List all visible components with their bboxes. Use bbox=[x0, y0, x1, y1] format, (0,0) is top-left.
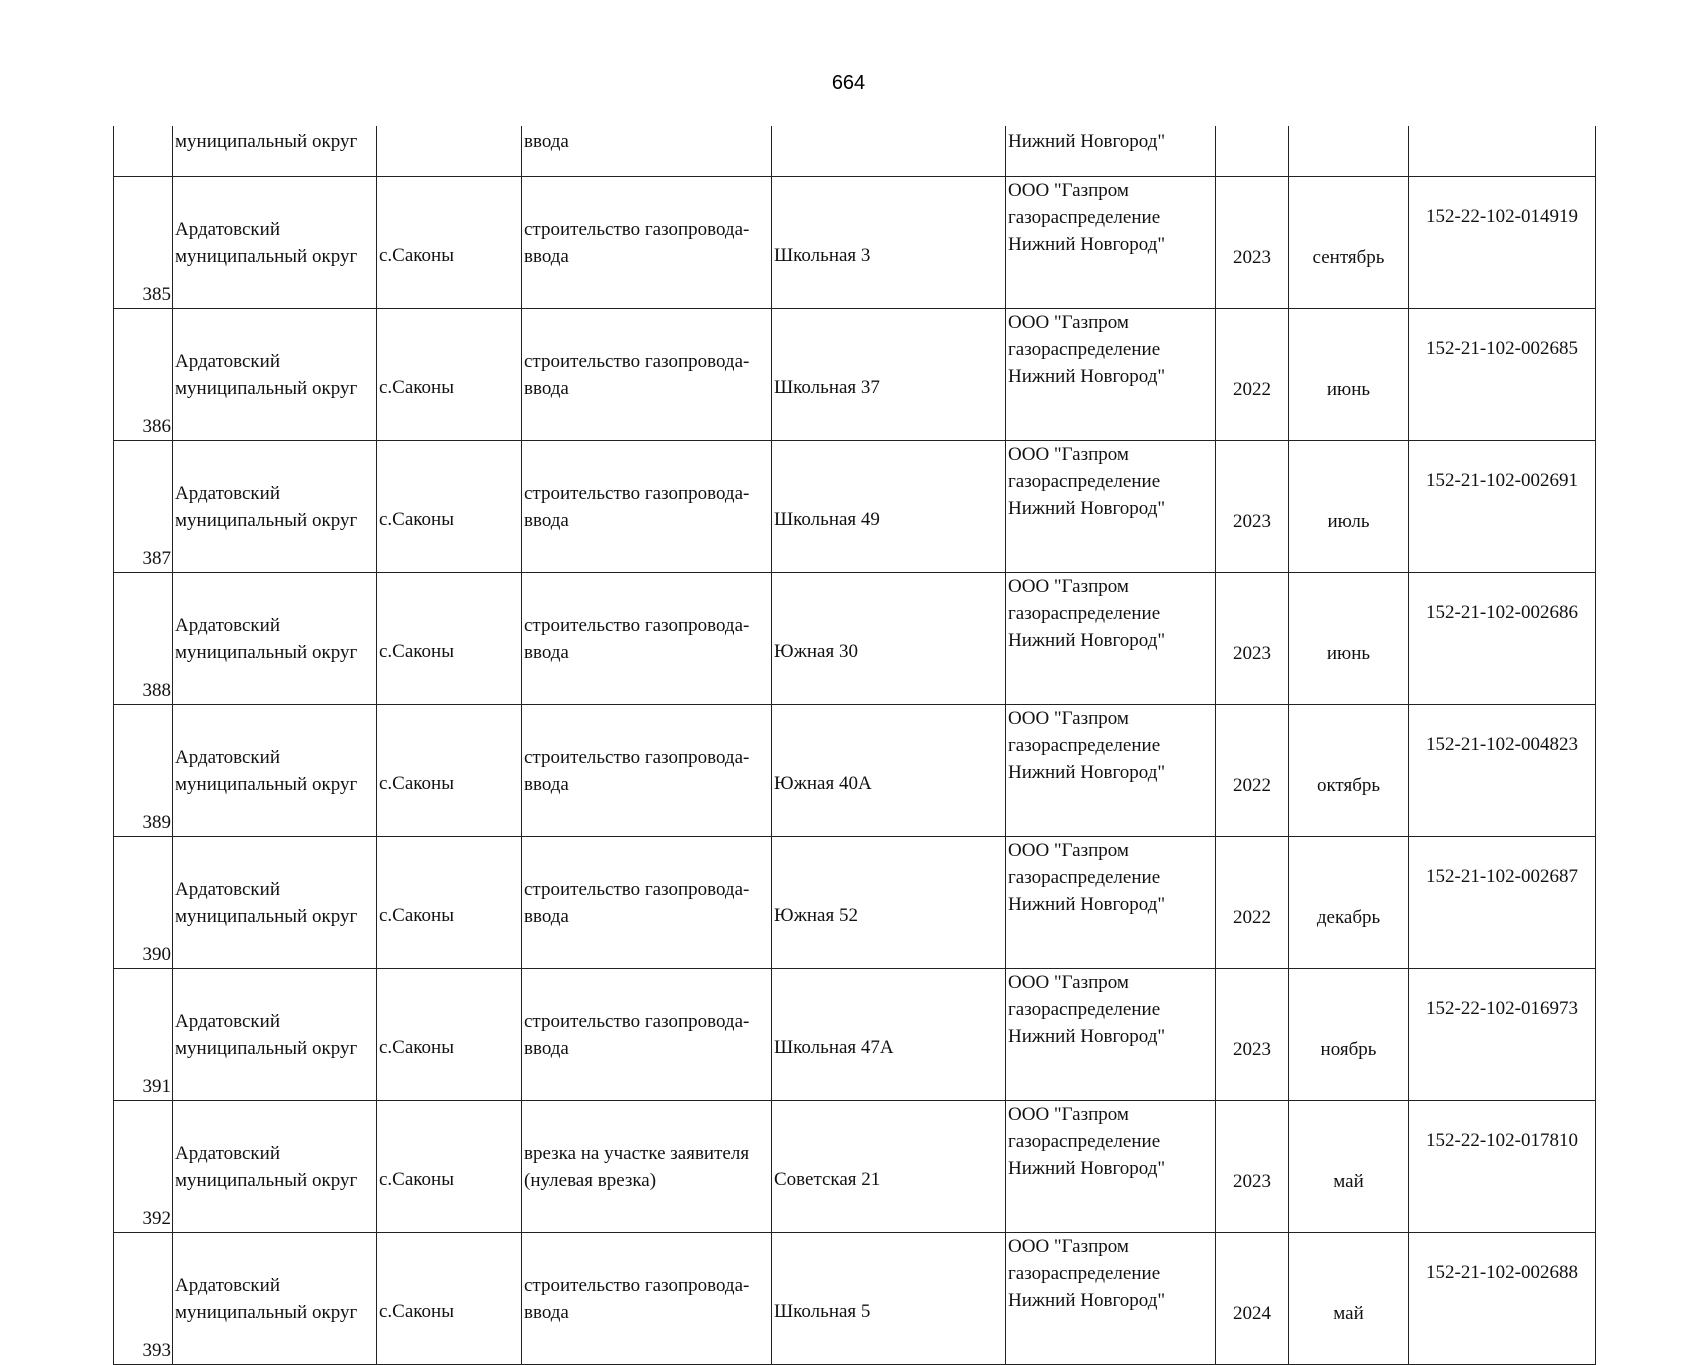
cell-year: 2023 bbox=[1216, 969, 1289, 1101]
cell-code: 152-21-102-002688 bbox=[1409, 1233, 1596, 1365]
cell-code: 152-21-102-002685 bbox=[1409, 309, 1596, 441]
organization-line-1: ООО "Газпром bbox=[1008, 180, 1129, 201]
district-line-2: муниципальный округ bbox=[175, 641, 358, 663]
work-line-1: строительство газопровода- bbox=[524, 878, 750, 900]
organization-line-2: газораспределение bbox=[1008, 735, 1161, 756]
table-row bbox=[114, 573, 1596, 705]
cell-work bbox=[522, 573, 772, 705]
district-line-2: муниципальный округ bbox=[175, 245, 358, 267]
work-line-2: ввода bbox=[524, 773, 569, 795]
cell-num: 386 bbox=[114, 309, 173, 441]
cell-month: май bbox=[1289, 1101, 1409, 1233]
cell-month: ноябрь bbox=[1289, 969, 1409, 1101]
cell-year: 2024 bbox=[1216, 1233, 1289, 1365]
work-line-2: ввода bbox=[524, 1301, 569, 1323]
organization-line-3: Нижний Новгород" bbox=[1008, 894, 1166, 915]
table-row bbox=[114, 969, 1596, 1101]
work-line-2: ввода bbox=[524, 245, 569, 267]
cell-month: сентябрь bbox=[1289, 177, 1409, 309]
cell-num: 389 bbox=[114, 705, 173, 837]
cell-num: 387 bbox=[114, 441, 173, 573]
organization-line-1: ООО "Газпром bbox=[1008, 1236, 1129, 1257]
organization-line-3: Нижний Новгород" bbox=[1008, 366, 1166, 387]
organization-line-1: ООО "Газпром bbox=[1008, 708, 1129, 729]
work-line-2: (нулевая врезка) bbox=[524, 1169, 657, 1191]
district-line-2: муниципальный округ bbox=[175, 1169, 358, 1191]
table-row bbox=[114, 837, 1596, 969]
organization-line-3: Нижний Новгород" bbox=[1008, 1158, 1166, 1179]
cell-district bbox=[173, 969, 377, 1101]
cell-district: муниципальный округ bbox=[173, 126, 377, 177]
cell-month: июнь bbox=[1289, 573, 1409, 705]
cell-month: май bbox=[1289, 1233, 1409, 1365]
district-line-1: Ардатовский bbox=[175, 350, 280, 372]
cell-address: Южная 52 bbox=[772, 837, 1006, 969]
cell-work bbox=[522, 441, 772, 573]
district-line-2: муниципальный округ bbox=[175, 905, 358, 927]
district-line-1: Ардатовский bbox=[175, 746, 280, 768]
cell-work: ввода bbox=[522, 126, 772, 177]
cell-address: Советская 21 bbox=[772, 1101, 1006, 1233]
work-line-1: врезка на участке заявителя bbox=[524, 1142, 750, 1164]
organization-line-2: газораспределение bbox=[1008, 999, 1161, 1020]
work-line-1: строительство газопровода- bbox=[524, 1010, 750, 1032]
cell-year: 2023 bbox=[1216, 1101, 1289, 1233]
organization-line-1: ООО "Газпром bbox=[1008, 444, 1129, 465]
district-line-2: муниципальный округ bbox=[175, 773, 358, 795]
cell-address: Школьная 3 bbox=[772, 177, 1006, 309]
district-line-1: Ардатовский bbox=[175, 482, 280, 504]
cell-address bbox=[772, 126, 1006, 177]
work-line-1: строительство газопровода- bbox=[524, 218, 750, 240]
cell-num: 391 bbox=[114, 969, 173, 1101]
district-line-1: Ардатовский bbox=[175, 878, 280, 900]
cell-work bbox=[522, 309, 772, 441]
cell-work bbox=[522, 1101, 772, 1233]
cell-settlement: с.Саконы bbox=[377, 309, 522, 441]
table-row bbox=[114, 309, 1596, 441]
organization-line-1: ООО "Газпром bbox=[1008, 840, 1129, 861]
organization-line-3: Нижний Новгород" bbox=[1008, 762, 1166, 783]
district-line-2: муниципальный округ bbox=[175, 1037, 358, 1059]
table-row bbox=[114, 1101, 1596, 1233]
cell-code: 152-22-102-017810 bbox=[1409, 1101, 1596, 1233]
work-line-2: ввода bbox=[524, 1037, 569, 1059]
district-line-1: Ардатовский bbox=[175, 1274, 280, 1296]
cell-address: Школьная 49 bbox=[772, 441, 1006, 573]
cell-district bbox=[173, 705, 377, 837]
cell-year bbox=[1216, 126, 1289, 177]
cell-settlement: с.Саконы bbox=[377, 441, 522, 573]
district-line-1: Ардатовский bbox=[175, 218, 280, 240]
cell-year: 2022 bbox=[1216, 705, 1289, 837]
cell-work bbox=[522, 969, 772, 1101]
organization-line-1: ООО "Газпром bbox=[1008, 576, 1129, 597]
organization-line-2: газораспределение bbox=[1008, 339, 1161, 360]
cell-district bbox=[173, 177, 377, 309]
work-line-1: строительство газопровода- bbox=[524, 1274, 750, 1296]
organization-line-2: газораспределение bbox=[1008, 471, 1161, 492]
work-line-1: строительство газопровода- bbox=[524, 614, 750, 636]
cell-month: декабрь bbox=[1289, 837, 1409, 969]
organization-line-1: ООО "Газпром bbox=[1008, 1104, 1129, 1125]
cell-settlement bbox=[377, 126, 522, 177]
work-line-2: ввода bbox=[524, 641, 569, 663]
cell-num: 393 bbox=[114, 1233, 173, 1365]
cell-organization bbox=[1006, 573, 1216, 705]
cell-settlement: с.Саконы bbox=[377, 573, 522, 705]
table-row bbox=[114, 441, 1596, 573]
cell-organization bbox=[1006, 705, 1216, 837]
page-number: 664 bbox=[831, 72, 866, 94]
cell-month bbox=[1289, 126, 1409, 177]
table-row bbox=[114, 177, 1596, 309]
organization-line-2: газораспределение bbox=[1008, 1131, 1161, 1152]
cell-month: июнь bbox=[1289, 309, 1409, 441]
organization-line-2: газораспределение bbox=[1008, 207, 1161, 228]
cell-district bbox=[173, 441, 377, 573]
continued-row bbox=[114, 126, 1596, 177]
cell-organization bbox=[1006, 1101, 1216, 1233]
cell-address: Школьная 37 bbox=[772, 309, 1006, 441]
table-body bbox=[114, 126, 1596, 1365]
cell-district bbox=[173, 1233, 377, 1365]
work-line-1: строительство газопровода- bbox=[524, 482, 750, 504]
cell-organization bbox=[1006, 309, 1216, 441]
organization-line-3: Нижний Новгород" bbox=[1008, 1290, 1166, 1311]
cell-district bbox=[173, 1101, 377, 1233]
cell-work bbox=[522, 705, 772, 837]
district-line-1: Ардатовский bbox=[175, 614, 280, 636]
cell-code: 152-21-102-002691 bbox=[1409, 441, 1596, 573]
cell-organization bbox=[1006, 969, 1216, 1101]
cell-num: 385 bbox=[114, 177, 173, 309]
cell-code: 152-21-102-002686 bbox=[1409, 573, 1596, 705]
district-line-1: Ардатовский bbox=[175, 1142, 280, 1164]
cell-month: октябрь bbox=[1289, 705, 1409, 837]
work-line-1: строительство газопровода- bbox=[524, 746, 750, 768]
cell-code: 152-22-102-014919 bbox=[1409, 177, 1596, 309]
cell-code: 152-21-102-004823 bbox=[1409, 705, 1596, 837]
cell-address: Школьная 47А bbox=[772, 969, 1006, 1101]
cell-district bbox=[173, 573, 377, 705]
gas-connection-table bbox=[113, 126, 1596, 1365]
cell-organization bbox=[1006, 837, 1216, 969]
cell-code: 152-22-102-016973 bbox=[1409, 969, 1596, 1101]
organization-line-1: ООО "Газпром bbox=[1008, 972, 1129, 993]
work-line-2: ввода bbox=[524, 905, 569, 927]
cell-work bbox=[522, 837, 772, 969]
cell-settlement: с.Саконы bbox=[377, 969, 522, 1101]
organization-line-2: газораспределение bbox=[1008, 867, 1161, 888]
organization-line-3: Нижний Новгород" bbox=[1008, 1026, 1166, 1047]
organization-line-1: ООО "Газпром bbox=[1008, 312, 1129, 333]
cell-organization bbox=[1006, 441, 1216, 573]
district-line-2: муниципальный округ bbox=[175, 377, 358, 399]
cell-settlement: с.Саконы bbox=[377, 837, 522, 969]
district-line-2: муниципальный округ bbox=[175, 1301, 358, 1323]
cell-address: Южная 30 bbox=[772, 573, 1006, 705]
cell-num: 388 bbox=[114, 573, 173, 705]
cell-address: Южная 40А bbox=[772, 705, 1006, 837]
work-line-1: строительство газопровода- bbox=[524, 350, 750, 372]
cell-settlement: с.Саконы bbox=[377, 1233, 522, 1365]
cell-year: 2022 bbox=[1216, 837, 1289, 969]
cell-organization: Нижний Новгород" bbox=[1006, 126, 1216, 177]
cell-settlement: с.Саконы bbox=[377, 1101, 522, 1233]
work-line-2: ввода bbox=[524, 377, 569, 399]
cell-year: 2022 bbox=[1216, 309, 1289, 441]
work-line-2: ввода bbox=[524, 509, 569, 531]
cell-num: 392 bbox=[114, 1101, 173, 1233]
cell-code: 152-21-102-002687 bbox=[1409, 837, 1596, 969]
table-row bbox=[114, 705, 1596, 837]
cell-settlement: с.Саконы bbox=[377, 705, 522, 837]
cell-work bbox=[522, 1233, 772, 1365]
cell-address: Школьная 5 bbox=[772, 1233, 1006, 1365]
table-row bbox=[114, 1233, 1596, 1365]
cell-month: июль bbox=[1289, 441, 1409, 573]
cell-district bbox=[173, 837, 377, 969]
organization-line-3: Нижний Новгород" bbox=[1008, 234, 1166, 255]
district-line-1: Ардатовский bbox=[175, 1010, 280, 1032]
cell-settlement: с.Саконы bbox=[377, 177, 522, 309]
cell-organization bbox=[1006, 177, 1216, 309]
organization-line-3: Нижний Новгород" bbox=[1008, 498, 1166, 519]
cell-num: 390 bbox=[114, 837, 173, 969]
cell-num bbox=[114, 126, 173, 177]
cell-code bbox=[1409, 126, 1596, 177]
organization-line-3: Нижний Новгород" bbox=[1008, 630, 1166, 651]
cell-district bbox=[173, 309, 377, 441]
organization-line-2: газораспределение bbox=[1008, 603, 1161, 624]
cell-work bbox=[522, 177, 772, 309]
cell-year: 2023 bbox=[1216, 441, 1289, 573]
cell-year: 2023 bbox=[1216, 573, 1289, 705]
cell-year: 2023 bbox=[1216, 177, 1289, 309]
district-line-2: муниципальный округ bbox=[175, 509, 358, 531]
organization-line-2: газораспределение bbox=[1008, 1263, 1161, 1284]
cell-organization bbox=[1006, 1233, 1216, 1365]
